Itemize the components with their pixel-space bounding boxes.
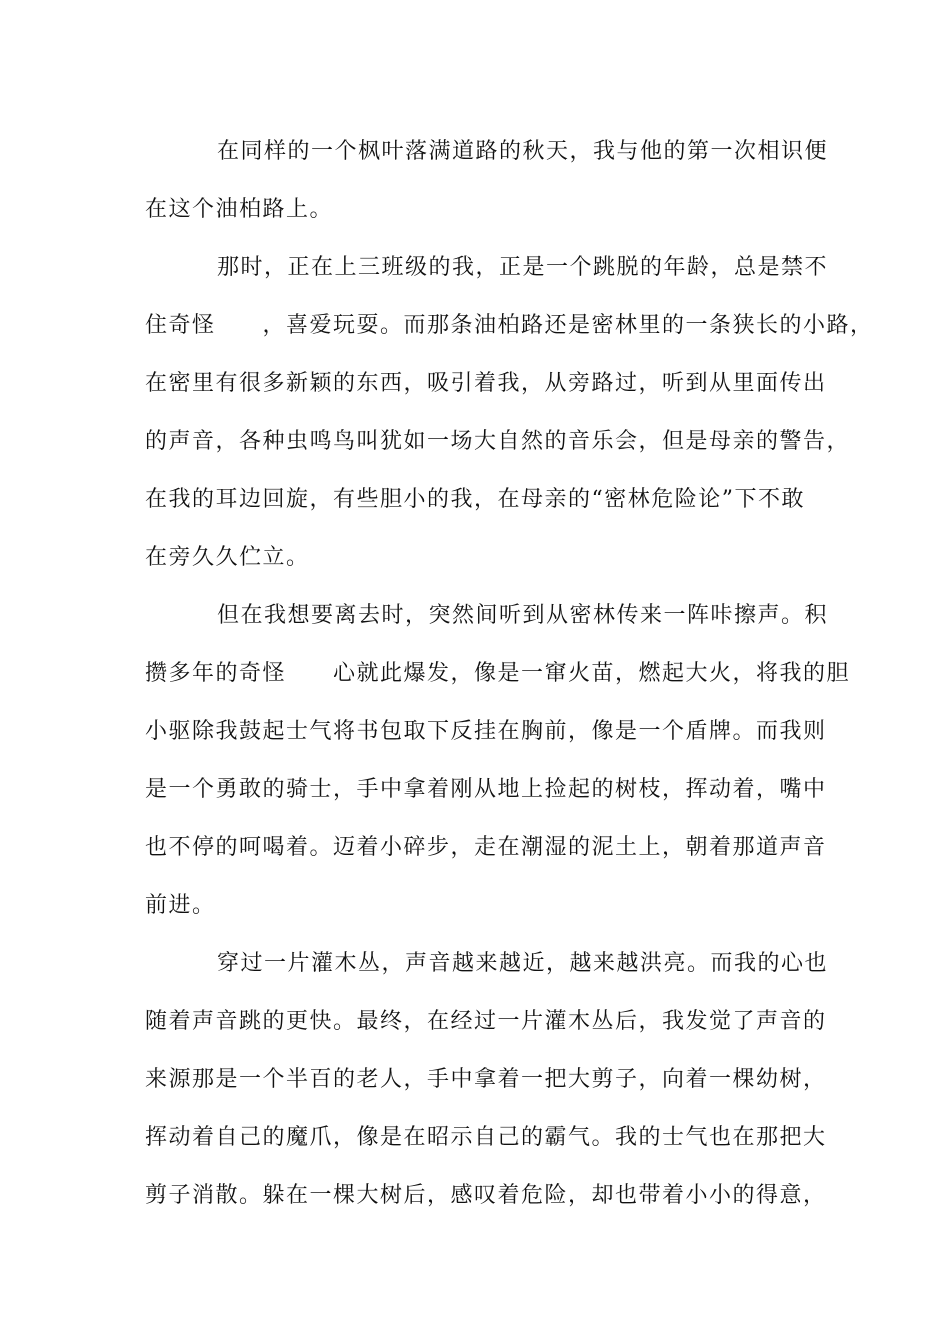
- text-line: 的声音，各种虫鸣鸟叫犹如一场大自然的音乐会，但是母亲的警告，: [145, 429, 851, 454]
- text-line: 穿过一片灌木丛，声音越来越近，越来越洪亮。而我的心也: [217, 951, 829, 976]
- paragraph-4: [145, 935, 829, 1225]
- text-line: 是一个勇敢的骑士，手中拿着刚从地上捡起的树枝，挥动着，嘴中: [145, 777, 827, 802]
- text-line: 剪子消散。躲在一棵大树后，感叹着危险，却也带着小小的得意，: [145, 1183, 827, 1208]
- text-line: 住奇怪 ，喜爱玩耍。而那条油柏路还是密林里的一条狭长的小路，: [145, 313, 874, 338]
- text-line: 在这个油柏路上。: [145, 197, 334, 222]
- text-line: 在同样的一个枫叶落满道路的秋天，我与他的第一次相识便: [217, 139, 829, 164]
- text-line: 攒多年的奇怪 心就此爆发，像是一窜火苗，燃起大火，将我的胆: [145, 661, 851, 686]
- text-line: 挥动着自己的魔爪，像是在昭示自己的霸气。我的士气也在那把大: [145, 1125, 827, 1150]
- text-line: 在我的耳边回旋，有些胆小的我，在母亲的“密林危险论”下不敢: [145, 487, 805, 512]
- text-line: 也不停的呵喝着。迈着小碎步，走在潮湿的泥土上，朝着那道声音: [145, 835, 827, 860]
- text-line: 来源那是一个半百的老人，手中拿着一把大剪子，向着一棵幼树，: [145, 1067, 827, 1092]
- text-line: 但在我想要离去时，突然间听到从密林传来一阵咔擦声。积: [217, 603, 829, 628]
- paragraph-2: [145, 239, 874, 587]
- text-line: 小驱除我鼓起士气将书包取下反挂在胸前，像是一个盾牌。而我则: [145, 719, 827, 744]
- text-line: 随着声音跳的更快。最终，在经过一片灌木丛后，我发觉了声音的: [145, 1009, 827, 1034]
- text-line: 那时，正在上三班级的我，正是一个跳脱的年龄，总是禁不: [217, 255, 829, 280]
- text-line: 在密里有很多新颖的东西，吸引着我，从旁路过，听到从里面传出: [145, 371, 827, 396]
- paragraph-1: [145, 123, 829, 239]
- text-line: 前进。: [145, 893, 216, 918]
- document-body: [145, 123, 874, 1225]
- paragraph-3: [145, 587, 851, 935]
- text-line: 在旁久久伫立。: [145, 545, 310, 570]
